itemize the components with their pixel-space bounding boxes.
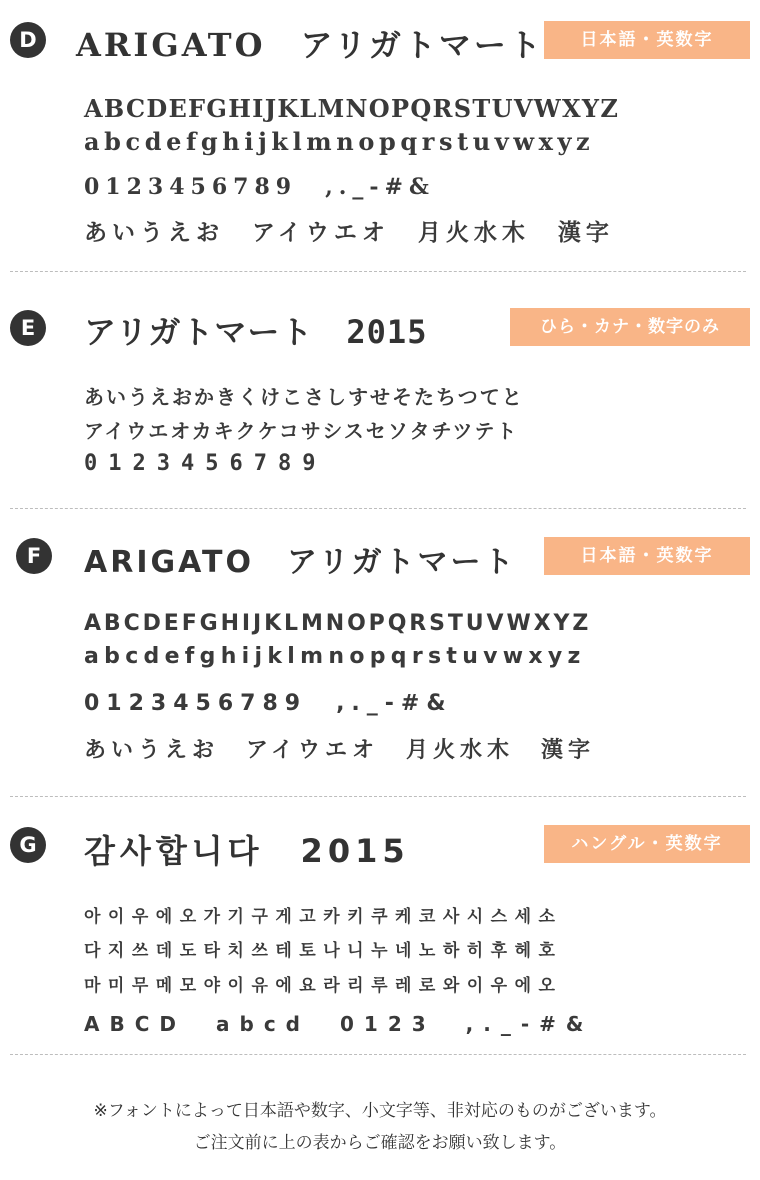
font-sample-title-d: ARIGATO アリガトマート xyxy=(76,26,544,64)
font-label-badge-f: F xyxy=(16,538,52,574)
language-support-tag-f: 日本語・英数字 xyxy=(544,537,750,575)
kana-kanji-sample-row: あいうえお アイウエオ 月火水木 漢字 xyxy=(84,219,614,246)
lowercase-sample-row: abcdefghijklmnopqrstuvwxyz xyxy=(84,127,595,156)
katakana-sample-row: アイウエオカキクケコサシスセソタチツテト xyxy=(84,419,519,443)
font-label-badge-e: E xyxy=(10,310,46,346)
alphanumeric-sample-row: ABCD abcd 0123 ,._-#& xyxy=(84,1012,594,1036)
font-sample-title-e: アリガトマート 2015 xyxy=(84,313,428,351)
hangul-sample-row-3: 마미무메모야이유에요라리루레로와이우에오 xyxy=(84,976,563,996)
kana-kanji-sample-row: あいうえお アイウエオ 月火水木 漢字 xyxy=(84,738,596,763)
font-label-badge-d: D xyxy=(10,22,46,58)
uppercase-sample-row: ABCDEFGHIJKLMNOPQRSTUVWXYZ xyxy=(84,611,592,636)
section-divider xyxy=(10,271,746,272)
number-symbol-sample-row: 0123456789 ,._-#& xyxy=(84,174,435,200)
font-sample-title-f: ARIGATO アリガトマート xyxy=(84,545,517,580)
section-divider xyxy=(10,508,746,509)
lowercase-sample-row: abcdefghijklmnopqrstuvwxyz xyxy=(84,644,586,669)
font-support-note: ※フォントによって日本語や数字、小文字等、非対応のものがございます。 xyxy=(93,1101,667,1121)
hiragana-sample-row: あいうえおかきくけこさしすせそたちつてと xyxy=(84,385,524,409)
number-sample-row: 0123456789 xyxy=(84,451,327,476)
hangul-sample-row-1: 아이우에오가기구게고카키쿠케코사시스세소 xyxy=(84,907,563,927)
order-confirmation-note: ご注文前に上の表からご確認をお願い致します。 xyxy=(193,1133,567,1153)
font-label-badge-g: G xyxy=(10,827,46,863)
language-support-tag-d: 日本語・英数字 xyxy=(544,21,750,59)
hangul-sample-row-2: 다지쓰데도타치쓰테토나니누네노하히후헤호 xyxy=(84,941,563,961)
font-sample-title-g: 감사합니다 2015 xyxy=(84,832,410,870)
language-support-tag-e: ひら・カナ・数字のみ xyxy=(510,308,750,346)
uppercase-sample-row: ABCDEFGHIJKLMNOPQRSTUVWXYZ xyxy=(84,94,620,123)
section-divider xyxy=(10,1054,746,1055)
language-support-tag-g: ハングル・英数字 xyxy=(544,825,750,863)
number-symbol-sample-row: 0123456789 ,._-#& xyxy=(84,691,453,716)
section-divider xyxy=(10,796,746,797)
